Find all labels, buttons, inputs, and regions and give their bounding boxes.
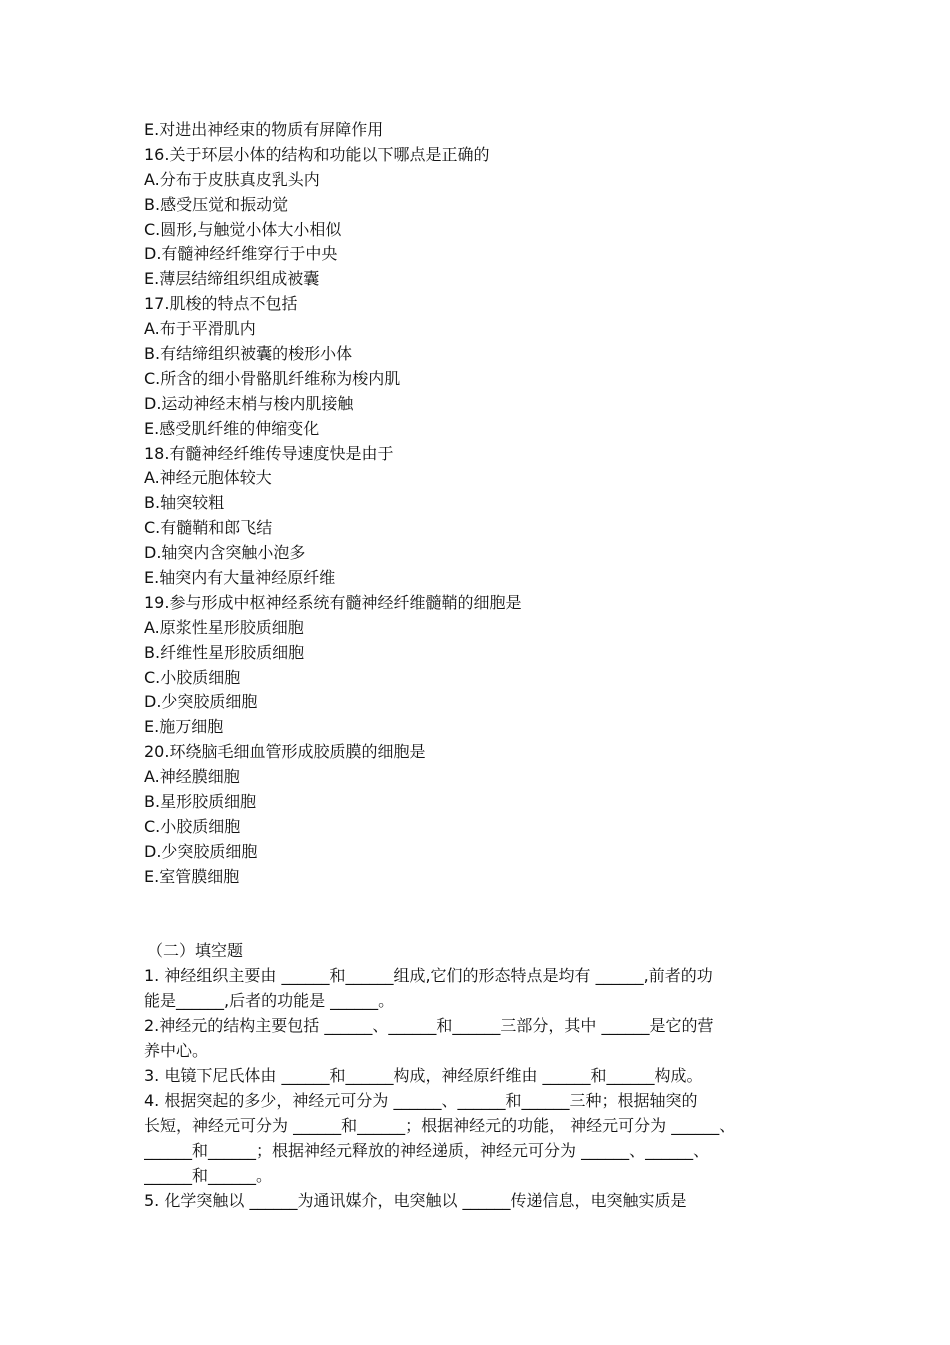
question-line: 19.参与形成中枢神经系统有髓神经纤维髓鞘的细胞是 [144, 592, 522, 612]
option-line: A.布于平滑肌内 [144, 319, 256, 339]
option-line: E.室管膜细胞 [144, 866, 240, 886]
option-line: B.有结缔组织被囊的梭形小体 [144, 344, 353, 364]
option-line: E.感受肌纤维的伸缩变化 [144, 418, 320, 438]
multiple-choice-list [144, 118, 809, 890]
fill-line: ______和______；根据神经元释放的神经递质，神经元可分为 ______、______、 [144, 1141, 710, 1160]
option-line: D.运动神经末梢与梭内肌接触 [144, 393, 354, 413]
option-line: D.少突胶质细胞 [144, 841, 258, 861]
question-line: 18.有髓神经纤维传导速度快是由于 [144, 443, 394, 463]
option-line: B.纤维性星形胶质细胞 [144, 642, 305, 662]
fill-line: 2.神经元的结构主要包括 ______、______和______三部分，其中 ______是它的营 [144, 1016, 714, 1035]
option-line: E.薄层结缔组织组成被囊 [144, 269, 320, 289]
option-line: E.施万细胞 [144, 717, 224, 737]
option-line: E.轴突内有大量神经原纤维 [144, 568, 336, 588]
option-line: A.神经元胞体较大 [144, 468, 272, 488]
option-line: C.小胶质细胞 [144, 667, 241, 687]
fill-line: 能是______,后者的功能是 ______。 [144, 991, 395, 1010]
question-line: 17.肌梭的特点不包括 [144, 294, 298, 314]
question-line: 20.环绕脑毛细血管形成胶质膜的细胞是 [144, 742, 426, 762]
option-line: A.分布于皮肤真皮乳头内 [144, 169, 320, 189]
fill-line: 养中心。 [144, 1041, 209, 1060]
option-line: C.圆形,与触觉小体大小相似 [144, 219, 342, 239]
option-line: D.少突胶质细胞 [144, 692, 258, 712]
option-line: A.原浆性星形胶质细胞 [144, 617, 304, 637]
fill-line: ______和______。 [144, 1166, 273, 1185]
fill-in-section [144, 938, 809, 1213]
fill-line: 5. 化学突触以 ______为通讯媒介，电突触以 ______传递信息，电突触实质是 [144, 1191, 687, 1210]
question-line: E.对进出神经束的物质有屏障作用 [144, 120, 384, 139]
section-heading: （二）填空题 [147, 941, 244, 960]
fill-line: 3. 电镜下尼氏体由 ______和______构成，神经原纤维由 ______和______构成。 [144, 1066, 703, 1085]
option-line: C.小胶质细胞 [144, 816, 241, 836]
option-line: B.轴突较粗 [144, 493, 225, 513]
option-line: B.感受压觉和振动觉 [144, 194, 289, 214]
option-line: B.星形胶质细胞 [144, 792, 257, 812]
question-line: 16.关于环层小体的结构和功能以下哪点是正确的 [144, 144, 490, 164]
fill-line: 1. 神经组织主要由 ______和______组成,它们的形态特点是均有 ______,前者的功 [144, 966, 713, 985]
fill-line: 4. 根据突起的多少，神经元可分为 ______、______和______三种；根据轴突的 [144, 1091, 698, 1110]
option-line: C.所含的细小骨骼肌纤维称为梭内肌 [144, 368, 401, 388]
option-line: D.有髓神经纤维穿行于中央 [144, 244, 338, 264]
option-line: C.有髓鞘和郎飞结 [144, 518, 273, 538]
option-line: A.神经膜细胞 [144, 767, 240, 787]
option-line: D.轴突内含突触小泡多 [144, 543, 306, 563]
fill-line: 长短，神经元可分为 ______和______；根据神经元的功能， 神经元可分为 ______、 [144, 1116, 736, 1135]
